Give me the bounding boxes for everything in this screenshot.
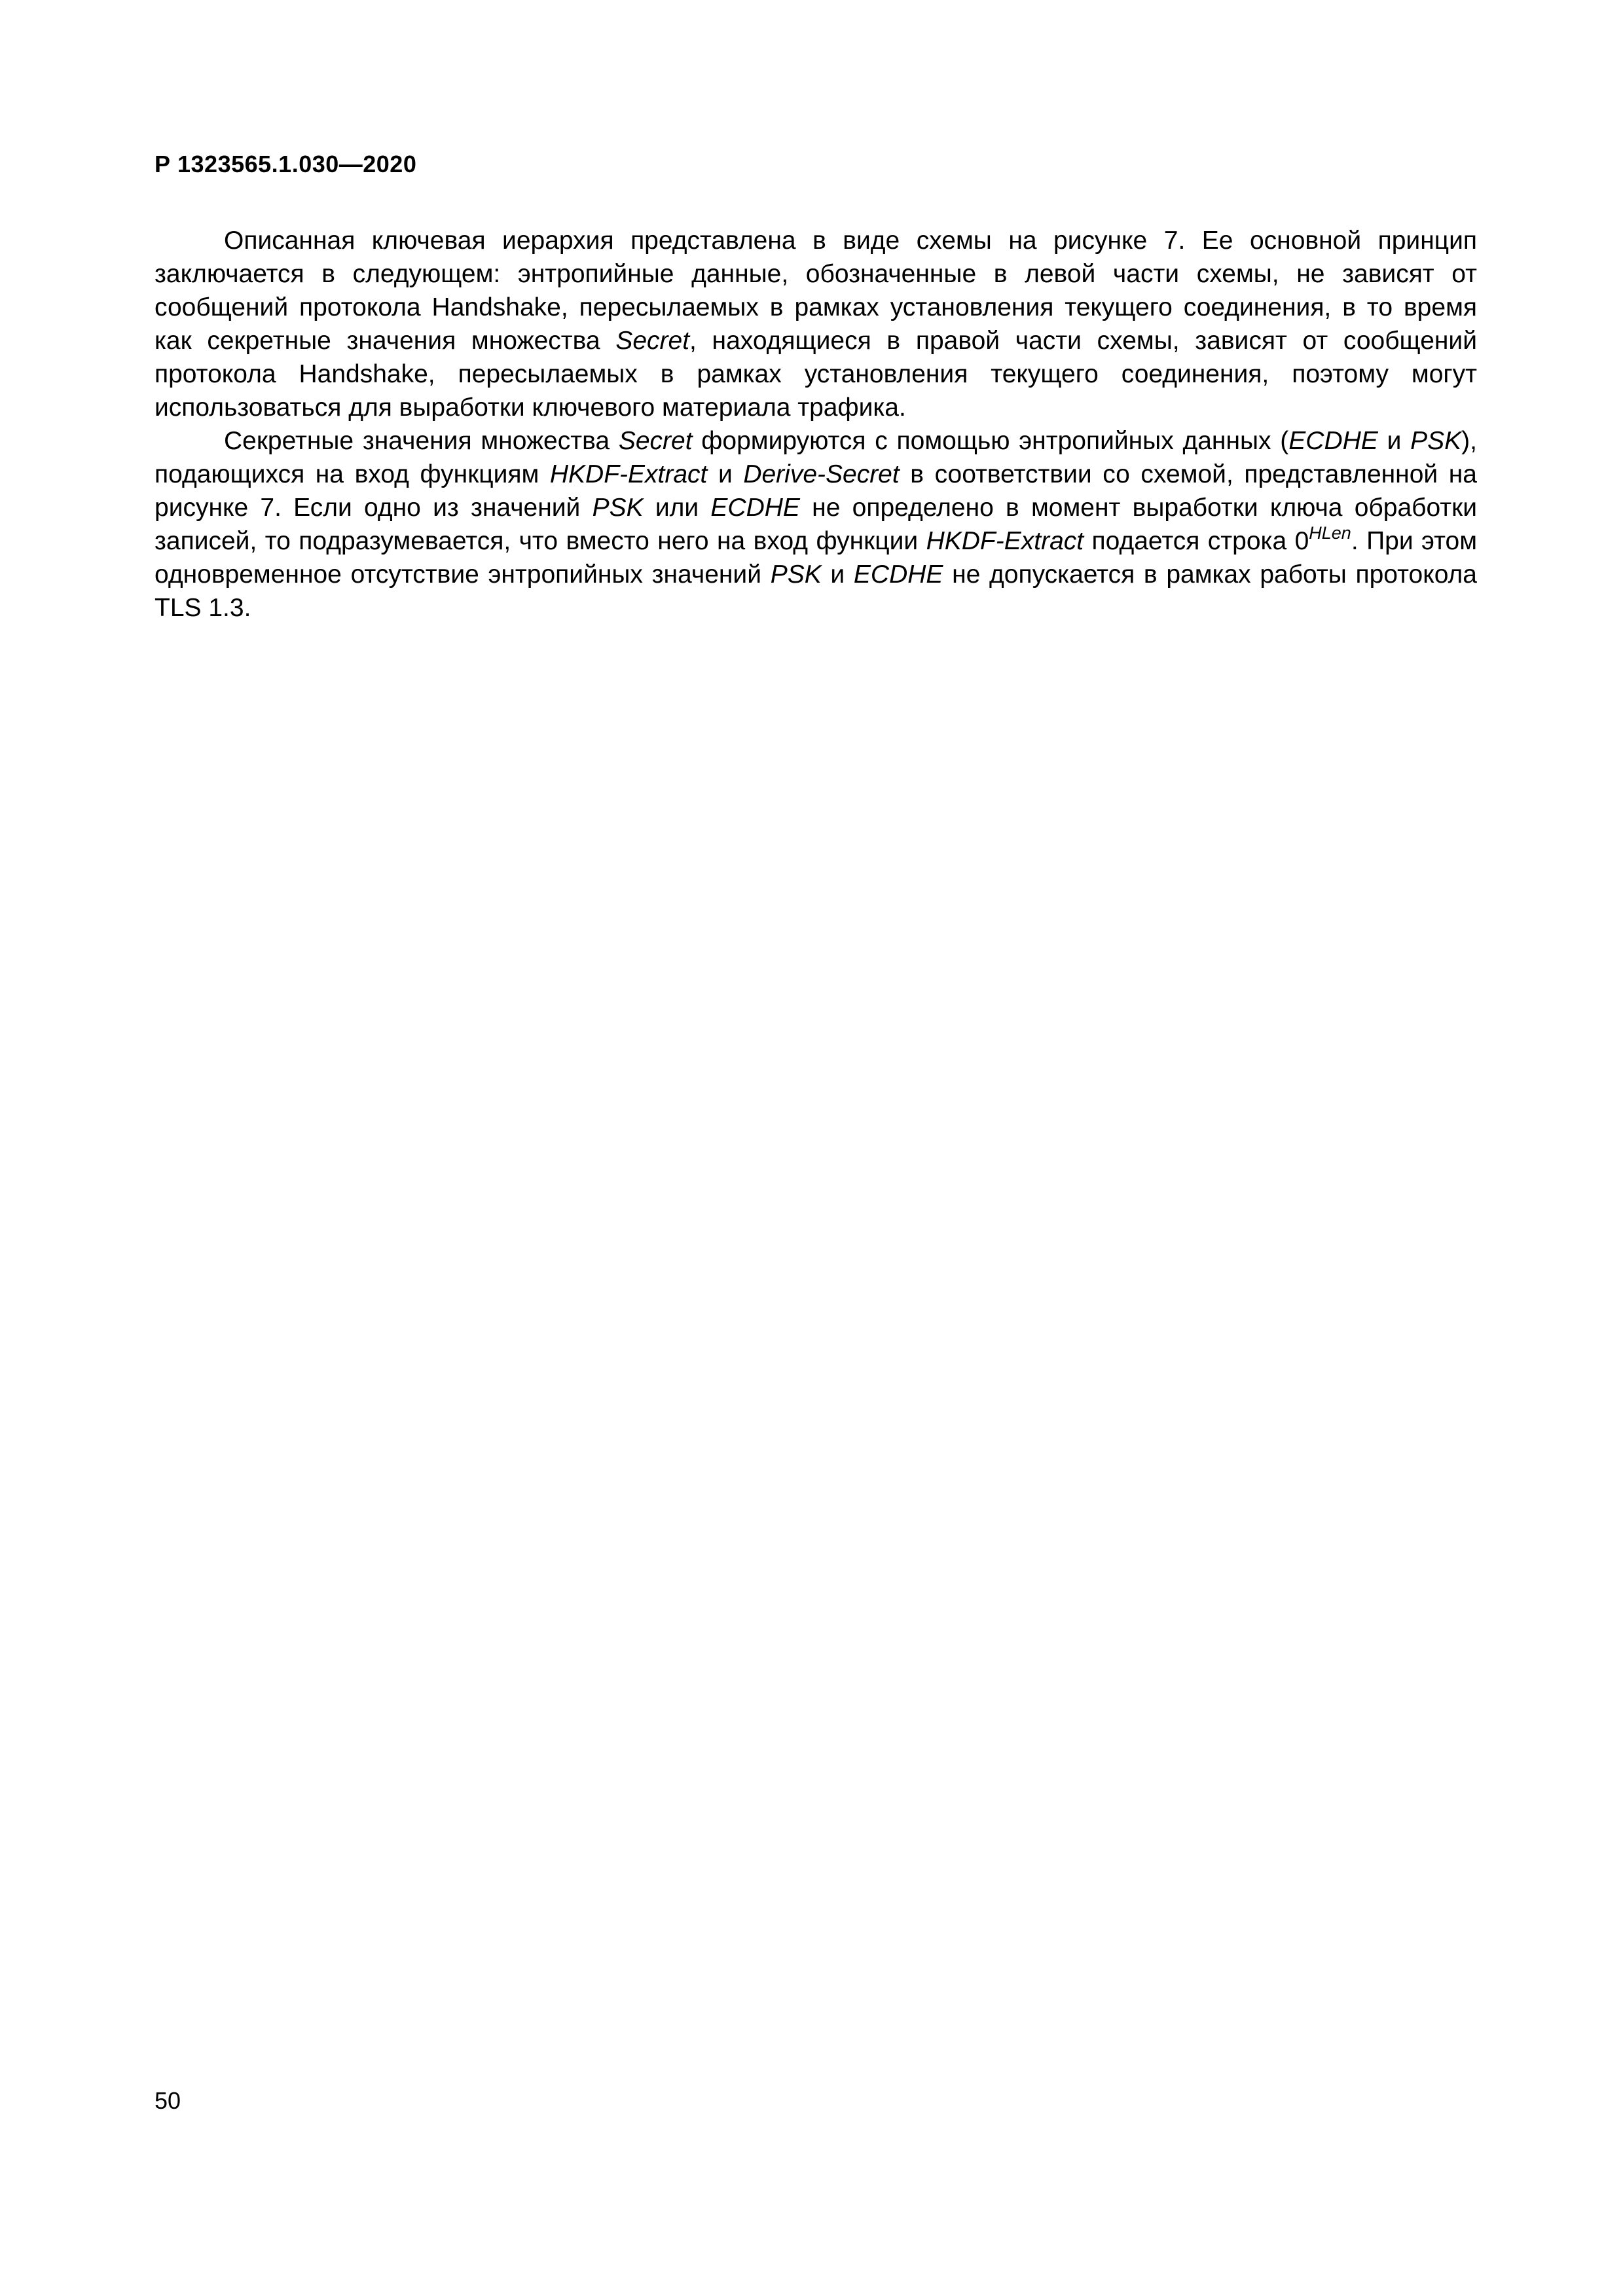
paragraph-2-text: не допускается в рамках работы протокола TLS 1.3. [155,560,1477,622]
body-text [155,224,1477,625]
paragraph-2-text: и [707,460,744,488]
paragraph-1-text-a: Описанная ключевая иерархия представлена в виде схемы на рисунке 7. Ее основной принцип заключается в следующем: энтропийные данные, обозначенные в левой части схемы, не зависят от сообщений протокола Handshake, пересылаемых в рамках установления текущего соединения, в то время как секретные значения множества [155,227,1477,355]
paragraph-2-text: в соответствии со схемой, представленной на рисунке 7. Если одно из значений [155,460,1477,522]
term-ecdhe: ECDHE [710,494,800,522]
term-psk: PSK [1410,427,1462,455]
term-secret: Secret [615,327,690,355]
term-hkdf-extract: HKDF-Extract [926,527,1084,555]
superscript-hlen: HLen [1309,523,1351,543]
paragraph-2-text: формируются с помощью энтропийных данных ( [692,427,1289,455]
term-hkdf-extract: HKDF-Extract [549,460,708,488]
term-psk: PSK [592,494,644,522]
paragraph-2-text: и [1377,427,1411,455]
paragraph-2-text: и [821,560,854,589]
document-code-header: Р 1323565.1.030—2020 [155,151,417,177]
term-secret: Secret [618,427,693,455]
paragraph-2-text: подается строка 0 [1084,527,1309,555]
paragraph-2-text: Секретные значения множества [224,427,619,455]
paragraph-2-text: ), подающихся на вход функциям [155,427,1477,488]
paragraph-2-text: . При этом одновременное отсутствие энтропийных значений [155,527,1478,589]
paragraph-1-text-b: , находящиеся в правой части схемы, зависят от сообщений протокола Handshake, пересылаемых в рамках установления текущего соединения, поэтому могут использоваться для выработки ключевого материала трафика. [155,327,1477,422]
paragraph-2-text: не определено в момент выработки ключа обработки записей, то подразумевается, что вместо него на вход функции [155,494,1478,555]
term-ecdhe: ECDHE [853,560,943,589]
term-ecdhe: ECDHE [1288,427,1378,455]
paragraph-2 [155,424,1477,625]
paragraph-2-text: или [643,494,711,522]
term-derive-secret: Derive-Secret [743,460,900,488]
paragraph-1 [155,224,1477,424]
page-number: 50 [155,2087,181,2114]
term-psk: PSK [770,560,822,589]
